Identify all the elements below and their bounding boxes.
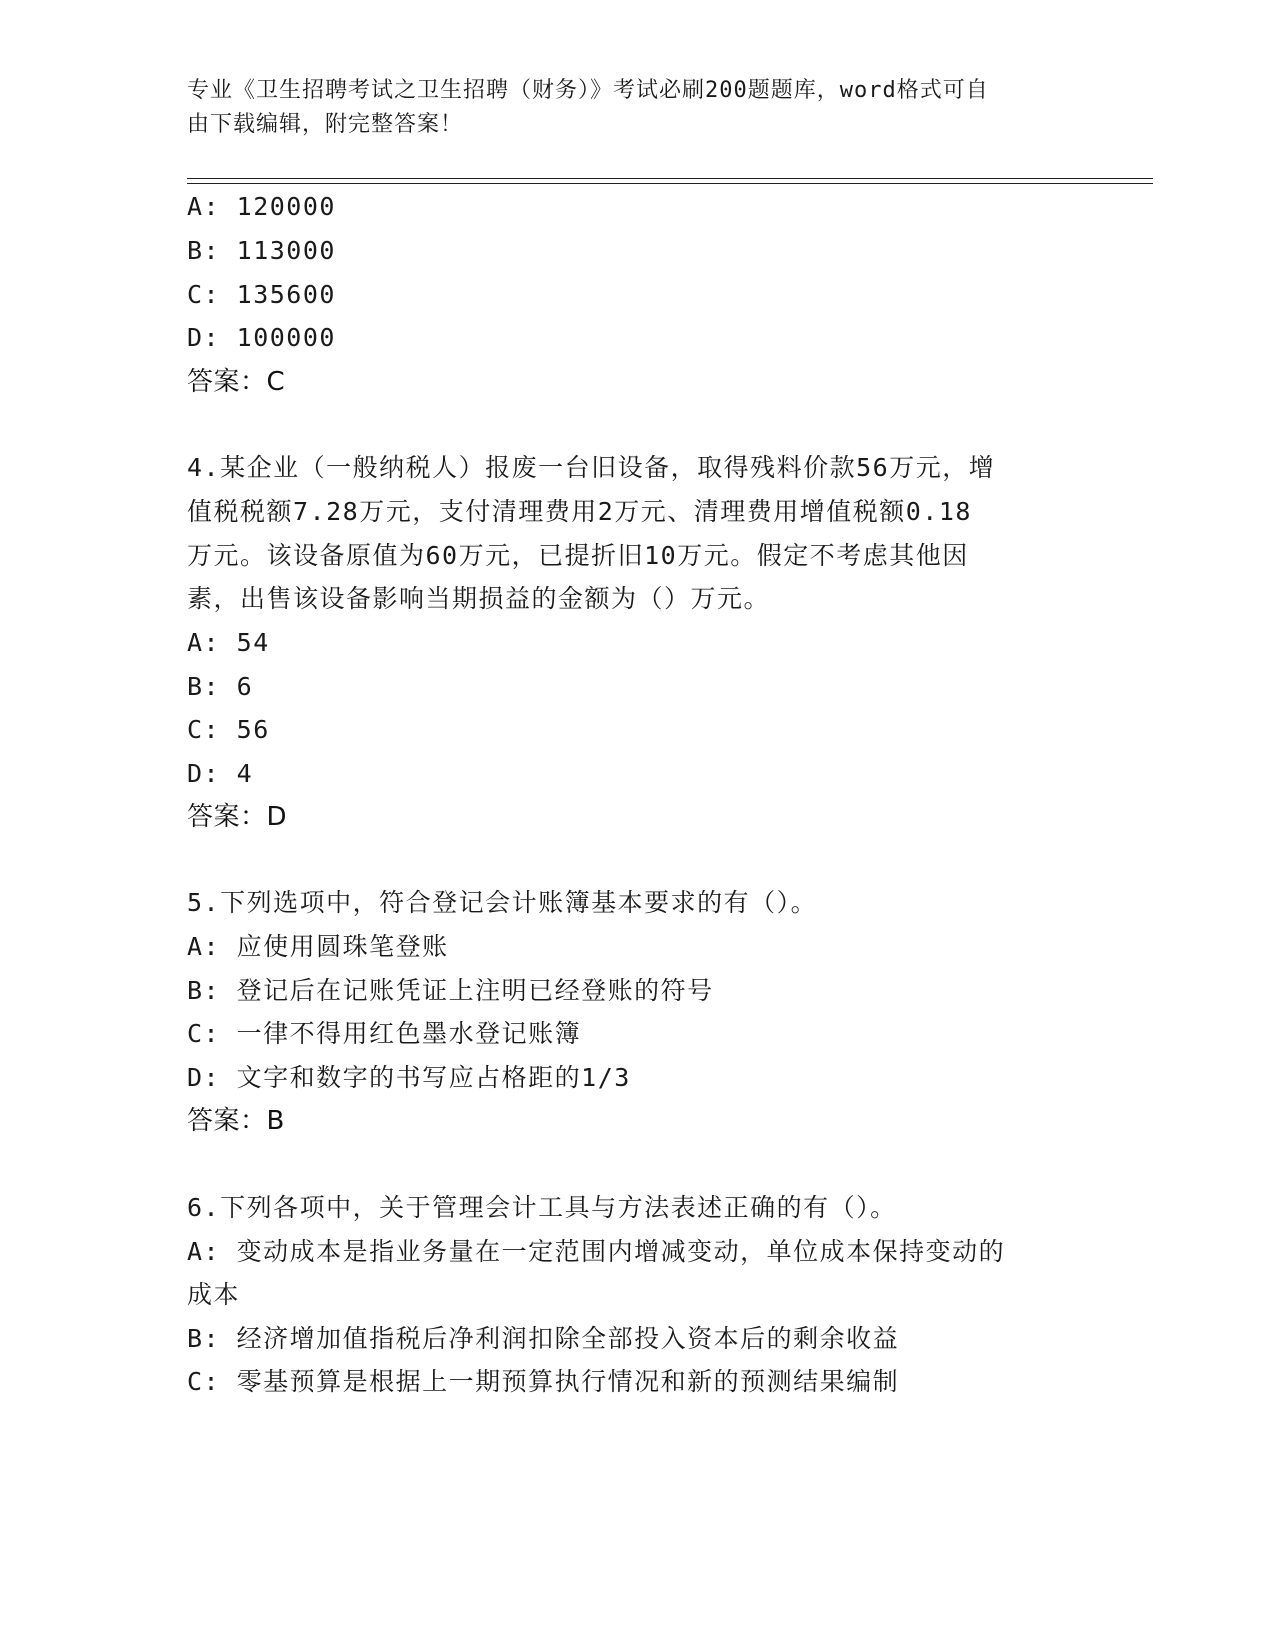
q4-stem-line-2: 值税税额7.28万元，支付清理费用2万元、清理费用增值税额0.18: [187, 497, 972, 526]
q6-option-a-continued: 成本: [187, 1280, 241, 1309]
q4-stem-line-3: 万元。该设备原值为60万元，已提折旧10万元。假定不考虑其他因: [187, 541, 969, 570]
q5-option-b: B: 登记后在记账凭证上注明已经登账的符号: [187, 976, 714, 1005]
header-divider-bottom: [187, 183, 1153, 184]
q3-option-c: C: 135600: [187, 280, 336, 309]
document-header: [187, 74, 1067, 142]
q6-option-b: B: 经济增加值指税后净利润扣除全部投入资本后的剩余收益: [187, 1324, 900, 1353]
q6-option-c: C: 零基预算是根据上一期预算执行情况和新的预测结果编制: [187, 1367, 900, 1396]
q4-option-c: C: 56: [187, 715, 270, 744]
header-line-2: 由下载编辑，附完整答案！: [187, 112, 464, 137]
q4-answer: 答案：D: [187, 802, 288, 832]
q4-option-b: B: 6: [187, 672, 254, 701]
q5-option-d: D: 文字和数字的书写应占格距的1/3: [187, 1063, 631, 1092]
q6-stem-line-1: 6.下列各项中，关于管理会计工具与方法表述正确的有（）。: [187, 1193, 897, 1222]
q4-stem-line-1: 4.某企业（一般纳税人）报废一台旧设备，取得残料价款56万元，增: [187, 453, 996, 482]
q5-answer: 答案：B: [187, 1106, 285, 1136]
header-divider-top: [187, 178, 1153, 179]
header-line-1: 专业《卫生招聘考试之卫生招聘（财务）》考试必刷200题题库，word格式可自: [187, 78, 989, 103]
q4-option-a: A: 54: [187, 628, 270, 657]
q6-option-a: A: 变动成本是指业务量在一定范围内增减变动，单位成本保持变动的: [187, 1237, 1006, 1266]
q3-option-b: B: 113000: [187, 236, 336, 265]
q5-option-a: A: 应使用圆珠笔登账: [187, 932, 449, 961]
q5-option-c: C: 一律不得用红色墨水登记账簿: [187, 1019, 582, 1048]
q4-stem-line-4: 素，出售该设备影响当期损益的金额为（）万元。: [187, 584, 771, 613]
q5-stem-line-1: 5.下列选项中，符合登记会计账簿基本要求的有（）。: [187, 888, 818, 917]
q3-answer: 答案：C: [187, 367, 286, 397]
q3-option-a: A: 120000: [187, 192, 336, 221]
q4-option-d: D: 4: [187, 759, 254, 788]
q3-option-d: D: 100000: [187, 323, 336, 352]
